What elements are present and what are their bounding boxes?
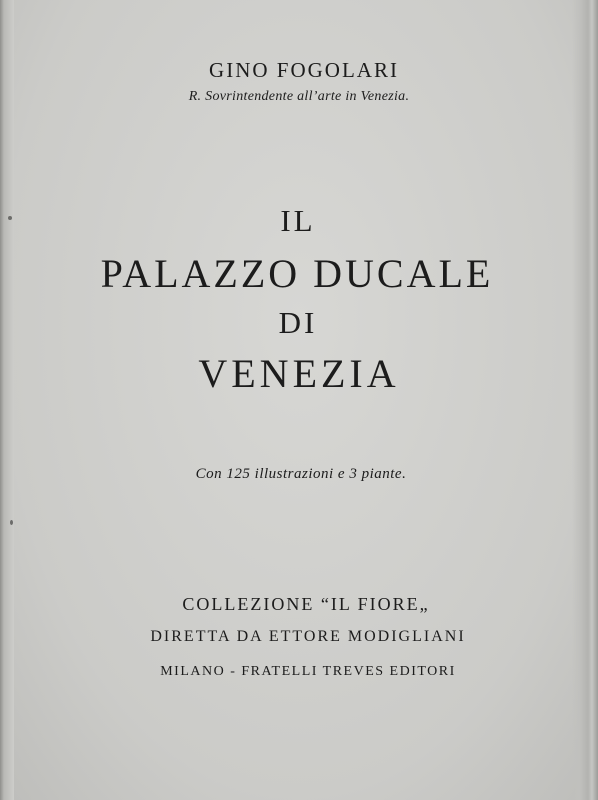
author-role: R. Sovrintendente all’arte in Venezia.: [188, 89, 410, 104]
series-name: COLLEZIONE “IL FIORE„: [182, 594, 430, 614]
title-line-2: PALAZZO DUCALE: [100, 251, 494, 296]
series-editor: DIRETTA DA ETTORE MODIGLIANI: [150, 628, 466, 645]
title-line-3: DI: [278, 305, 318, 340]
author-name: GINO FOGOLARI: [209, 58, 399, 82]
publisher: MILANO - FRATELLI TREVES EDITORI: [160, 664, 456, 679]
paper-spot: [10, 520, 13, 525]
title-line-1: IL: [280, 203, 316, 238]
illustrations-note: Con 125 illustrazioni e 3 piante.: [195, 466, 407, 482]
title-line-4: VENEZIA: [198, 351, 400, 396]
page-edge: [572, 0, 598, 800]
binding-edge: [0, 0, 14, 800]
